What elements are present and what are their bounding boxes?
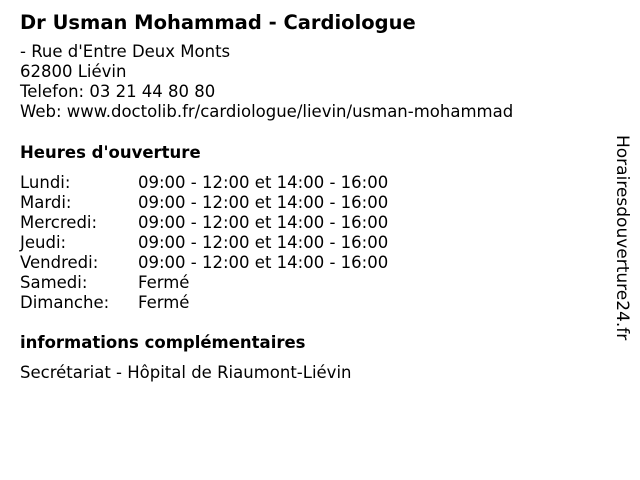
hours-time: Fermé <box>138 273 190 292</box>
hours-row-friday <box>20 253 610 273</box>
hours-row-tuesday <box>20 193 610 213</box>
hours-time: 09:00 - 12:00 et 14:00 - 16:00 <box>138 193 389 212</box>
hours-day: Mercredi: <box>20 213 98 232</box>
practitioner-card <box>20 9 610 383</box>
address-city: 62800 Liévin <box>20 62 127 81</box>
hours-row-thursday <box>20 233 610 253</box>
hours-day: Dimanche: <box>20 293 110 312</box>
hours-row-sunday <box>20 293 610 313</box>
hours-day: Jeudi: <box>20 233 67 252</box>
address-street: - Rue d'Entre Deux Monts <box>20 42 231 61</box>
hours-row-saturday <box>20 273 610 293</box>
hours-time: Fermé <box>138 293 190 312</box>
hours-day: Vendredi: <box>20 253 99 272</box>
site-watermark: Horairesdouverture24.fr <box>612 135 632 341</box>
hours-time: 09:00 - 12:00 et 14:00 - 16:00 <box>138 253 389 272</box>
hours-day: Samedi: <box>20 273 88 292</box>
hours-row-monday <box>20 173 610 193</box>
additional-info-text: Secrétariat - Hôpital de Riaumont-Liévin <box>20 363 352 382</box>
hours-time: 09:00 - 12:00 et 14:00 - 16:00 <box>138 173 389 192</box>
page-title: Dr Usman Mohammad - Cardiologue <box>20 11 416 34</box>
additional-info-heading: informations complémentaires <box>20 333 306 352</box>
hours-time: 09:00 - 12:00 et 14:00 - 16:00 <box>138 233 389 252</box>
opening-hours-heading: Heures d'ouverture <box>20 143 201 162</box>
opening-hours-table <box>20 173 610 313</box>
hours-day: Mardi: <box>20 193 72 212</box>
hours-day: Lundi: <box>20 173 71 192</box>
website-link[interactable]: Web: www.doctolib.fr/cardiologue/lievin/usman-mohammad <box>20 102 514 121</box>
phone-number[interactable]: Telefon: 03 21 44 80 80 <box>20 82 216 101</box>
hours-time: 09:00 - 12:00 et 14:00 - 16:00 <box>138 213 389 232</box>
hours-row-wednesday <box>20 213 610 233</box>
